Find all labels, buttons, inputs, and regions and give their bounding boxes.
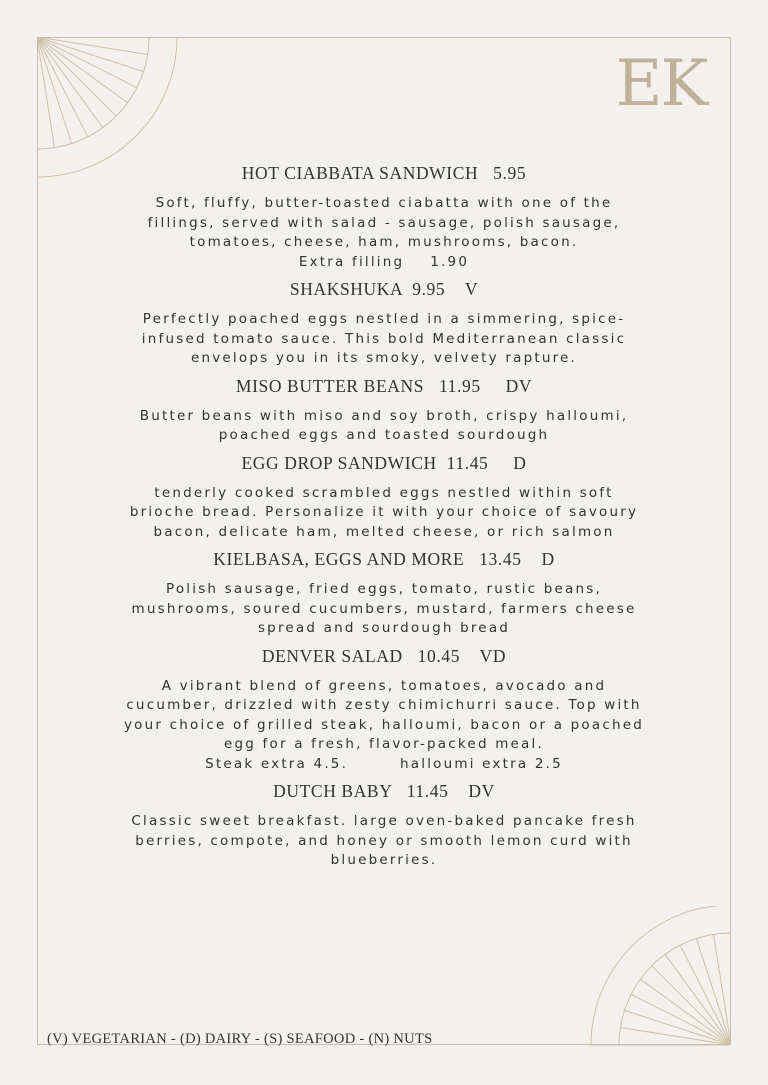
description-line: Butter beans with miso and soy broth, crispy halloumi,	[139, 407, 629, 424]
description-line: your choice of grilled steak, halloumi, bacon or a poached	[123, 716, 645, 733]
menu-item-description	[80, 580, 688, 639]
description-line: Perfectly poached eggs nestled in a simmering, spice-	[142, 311, 626, 327]
menu-item-title: KIELBASA, EGGS AND MORE 13.45 D	[213, 549, 555, 569]
menu-item	[80, 160, 688, 272]
description-line: berries, compote, and honey or smooth lemon curd with	[135, 832, 633, 849]
dietary-legend: (V) VEGETARIAN - (D) DAIRY - (S) SEAFOOD - (N) NUTS	[47, 1031, 433, 1047]
description-line: Extra filling 1.90	[298, 253, 470, 270]
menu-item-description	[80, 677, 688, 775]
menu-item-title: HOT CIABBATA SANDWICH 5.95	[241, 163, 527, 183]
menu-item-description	[80, 407, 688, 446]
menu-item-title: DENVER SALAD 10.45 VD	[261, 645, 507, 666]
description-line: poached eggs and toasted sourdough	[218, 427, 550, 443]
ek-logo: EK	[615, 47, 707, 121]
menu-item	[80, 778, 688, 871]
description-line: mushrooms, soured cucumbers, mustard, farmers cheese	[131, 600, 637, 617]
menu-item-description	[80, 812, 688, 871]
description-line: Soft, fluffy, butter-toasted ciabatta with one of the	[155, 195, 613, 211]
menu-items	[80, 160, 688, 875]
description-line: A vibrant blend of greens, tomatoes, avocado and	[161, 677, 607, 694]
menu-item-title: EGG DROP SANDWICH 11.45 D	[241, 452, 527, 473]
menu-item-title: SHAKSHUKA 9.95 V	[289, 279, 479, 299]
menu-item-description	[80, 194, 688, 272]
description-line: Classic sweet breakfast. large oven-baked pancake fresh	[131, 813, 637, 829]
description-line: spread and sourdough bread	[257, 620, 511, 636]
menu-item-title: DUTCH BABY 11.45 DV	[273, 781, 495, 801]
description-line: tomatoes, cheese, ham, mushrooms, bacon.	[189, 234, 579, 250]
menu-item-title: MISO BUTTER BEANS 11.95 DV	[235, 375, 533, 396]
menu-item	[80, 276, 688, 369]
menu-item	[80, 643, 688, 775]
fan-ornament-bottom-right	[585, 906, 731, 1046]
description-line: Steak extra 4.5. halloumi extra 2.5	[205, 755, 563, 772]
menu-item-description	[80, 484, 688, 543]
description-line: fillings, served with salad - sausage, polish sausage,	[147, 214, 621, 231]
description-line: brioche bread. Personalize it with your choice of savoury	[129, 504, 639, 520]
description-line: egg for a fresh, flavor-packed meal.	[224, 736, 544, 752]
description-line: envelops you in its smoky, velvety rapture.	[190, 350, 578, 366]
menu-item	[80, 373, 688, 446]
menu-item	[80, 546, 688, 639]
description-line: Polish sausage, fried eggs, tomato, rustic beans,	[165, 581, 603, 597]
menu-item-description	[80, 310, 688, 369]
menu-item	[80, 450, 688, 543]
description-line: tenderly cooked scrambled eggs nestled within soft	[154, 484, 614, 501]
description-line: infused tomato sauce. This bold Mediterranean classic	[141, 330, 627, 347]
description-line: blueberries.	[330, 852, 438, 868]
description-line: cucumber, drizzled with zesty chimichurri sauce. Top with	[126, 697, 642, 713]
description-line: bacon, delicate ham, melted cheese, or rich salmon	[153, 523, 615, 540]
